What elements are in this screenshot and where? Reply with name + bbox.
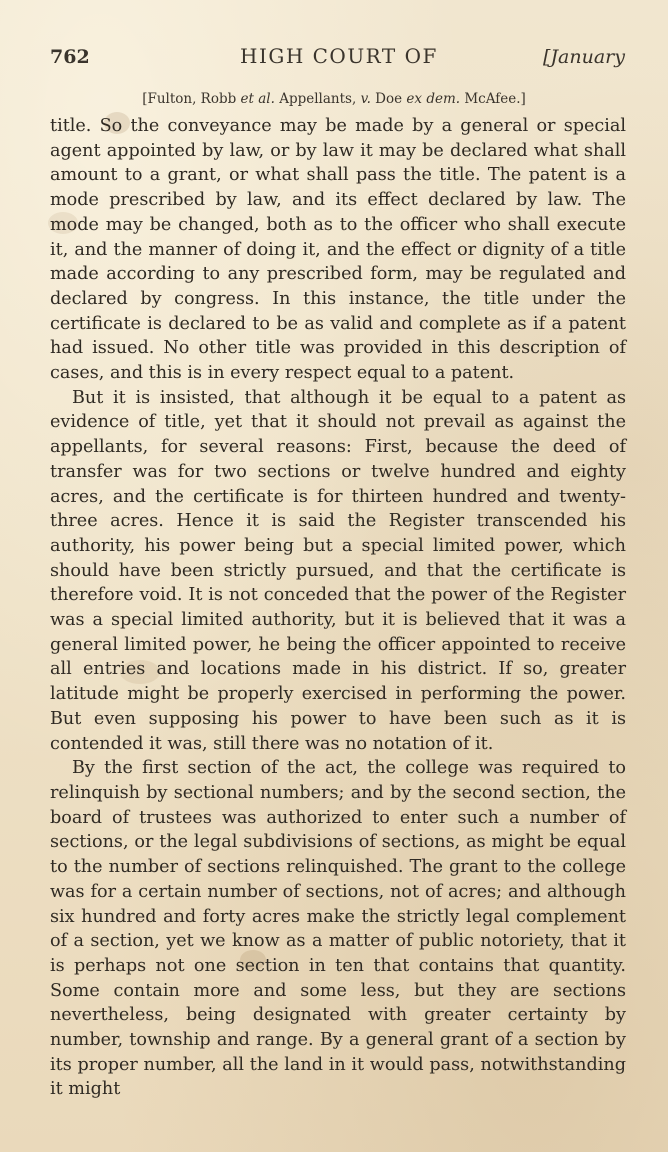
page-header: [50, 42, 625, 76]
paragraph: By the first section of the act, the college was required to relinquish by sectional numbers; and by the second section, the board of trustees was authorized to enter such a number of sections, or the legal subdivisions of sections, as might be equal to the number of sections relinquished. The grant to the college was for a certain number of sections, not of acres; and although six hundred and forty acres make the strictly legal complement of a section, yet we know as a matter of public notoriety, that it is perhaps not one section in ten that contains that quantity. Some contain more and some less, but they are sections nevertheless, being designated with greater certainty by number, township and range. By a general grant of a section by its proper number, all the land in it would pass, notwithstanding it might: [50, 758, 626, 1100]
caption-text: et al.: [240, 91, 275, 107]
header-date: [January: [543, 46, 625, 68]
paragraph: But it is insisted, that although it be equal to a patent as evidence of title, yet that it should not prevail as against the appellants, for several reasons: First, because the deed of transfer was for two sections or twelve hundred and eighty acres, and the certificate is for thirteen hundred and twenty-three acres. Hence it is said the Register transcended his authority, his power being but a special limited power, which should have been strictly pursued, and that the certificate is therefore void. It is not conceded that the power of the Register was a special limited authority, but it is believed that it was a general limited power, he being the officer appointed to receive all entries and locations made in his district. If so, greater latitude might be properly exercised in performing the power. But even supposing his power to have been such as it is contended it was, still there was no notation of it.: [50, 387, 626, 754]
body-text: [50, 114, 626, 1102]
caption-text: v.: [360, 91, 371, 107]
running-head: HIGH COURT OF: [240, 44, 438, 68]
caption-text: ex dem.: [406, 91, 461, 107]
page-number: 762: [50, 46, 90, 68]
case-caption: [0, 91, 668, 107]
caption-text: Doe: [370, 91, 407, 107]
paragraph: title. So the conveyance may be made by a general or special agent appointed by law, or by law it may be declared what shall amount to a grant, or what shall pass the title. The patent is a mode prescribed by law, and its effect declared by law. The mode may be changed, both as to the officer who shall execute it, and the manner of doing it, and the effect or dignity of a title made according to any prescribed form, may be regulated and declared by congress. In this instance, the title under the certificate is declared to be as valid and complete as if a patent had issued. No other title was provided in this description of cases, and this is in every respect equal to a patent.: [50, 116, 626, 384]
caption-text: [Fulton, Robb: [142, 91, 241, 107]
caption-text: McAfee.]: [460, 91, 526, 107]
caption-text: Appellants,: [274, 91, 361, 107]
